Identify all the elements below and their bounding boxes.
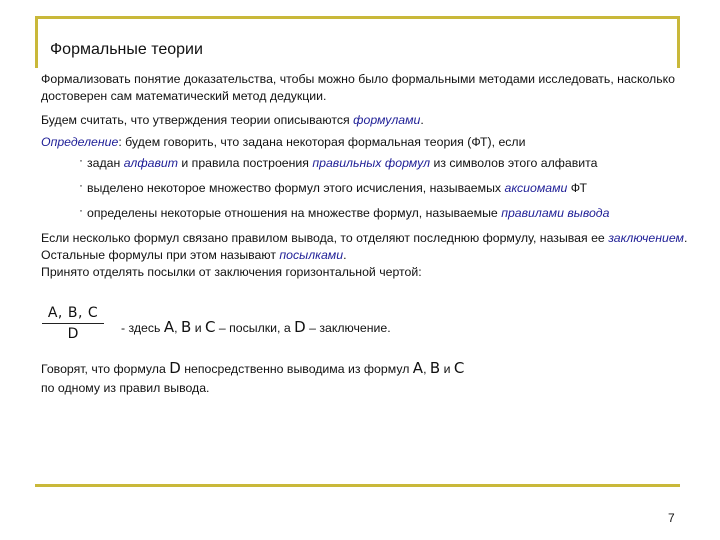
conclusion-text: , [423, 362, 430, 376]
frame-bottom-border [35, 484, 680, 487]
list-item [41, 155, 691, 172]
bullet-marker: · [79, 178, 83, 192]
note-text: и [191, 321, 205, 335]
definition-paragraph [41, 134, 691, 151]
list-item-term: правильных формул [312, 156, 431, 170]
inference-text: . Остальные формулы при этом называют [41, 231, 688, 262]
formulas-text: Будем считать, что утверждения теории описываются [41, 113, 354, 127]
fraction-denominator: D [67, 326, 79, 342]
conclusion-line2: по одному из правил вывода. [41, 381, 210, 395]
fraction-numerator: A, B, C [47, 305, 99, 321]
list-item-text: ФТ [567, 181, 587, 195]
list-item-term: правилами вывода [501, 206, 610, 220]
inference-line2: Принято отделять посылки от заключения горизонтальной чертой: [41, 265, 422, 279]
symbol-b: B [429, 359, 441, 377]
slide-title: Формальные теории [50, 41, 203, 58]
list-item-text: выделено некоторое множество формул этого исчисления, называемых [87, 181, 505, 195]
symbol-a: A [163, 318, 175, 336]
bullet-marker: · [79, 153, 83, 167]
list-item-term: алфавит [123, 156, 178, 170]
slide-content [41, 71, 691, 281]
note-text: – посылки, а [215, 321, 295, 335]
list-item [41, 180, 691, 197]
inference-paragraph [41, 230, 691, 264]
note-text: – заключение. [305, 321, 391, 335]
list-item-text: задан [87, 156, 124, 170]
frame-top-border [35, 16, 680, 19]
symbol-a: A [412, 359, 424, 377]
list-item-text: и правила построения [177, 156, 313, 170]
frame-right-border [677, 16, 680, 68]
note-text: , [174, 321, 181, 335]
list-item-text: определены некоторые отношения на множестве формул, называемые [87, 206, 502, 220]
list-item [41, 205, 691, 222]
symbol-c: C [204, 318, 216, 336]
symbol-c: C [453, 359, 465, 377]
formulas-end: . [420, 113, 424, 127]
symbol-d: D [169, 359, 181, 377]
conclusion-block [41, 359, 464, 398]
conclusion-text: и [440, 362, 454, 376]
inference-text: . [343, 248, 347, 262]
intro-paragraph: Формализовать понятие доказательства, чтобы можно было формальными методами исследовать, насколько достоверен сам математический метод дедукции. [41, 72, 675, 103]
note-text: - здесь [121, 321, 164, 335]
inference-rule-fraction [41, 305, 105, 342]
symbol-d: D [294, 318, 306, 336]
formulas-term: формулами [353, 113, 421, 127]
definition-list [41, 155, 691, 222]
bullet-marker: · [79, 203, 83, 217]
conclusion-text: Говорят, что формула [41, 362, 170, 376]
page-number: 7 [668, 511, 675, 525]
conclusion-text: непосредственно выводима из формул [180, 362, 413, 376]
inference-term-premises: посылками [279, 248, 344, 262]
inference-term-conclusion: заключением [608, 231, 684, 245]
conclusion-line1 [41, 359, 464, 379]
definition-label: Определение [41, 135, 119, 149]
frame-left-border [35, 16, 38, 68]
definition-text: : будем говорить, что задана некоторая формальная теория (ФТ), если [118, 135, 526, 149]
list-item-term: аксиомами [504, 181, 568, 195]
list-item-text: из символов этого алфавита [430, 156, 598, 170]
formulas-paragraph [41, 112, 691, 129]
fraction-note [121, 318, 391, 336]
inference-text: Если несколько формул связано правилом вывода, то отделяют последнюю формулу, называя ее [41, 231, 609, 245]
symbol-b: B [180, 318, 192, 336]
